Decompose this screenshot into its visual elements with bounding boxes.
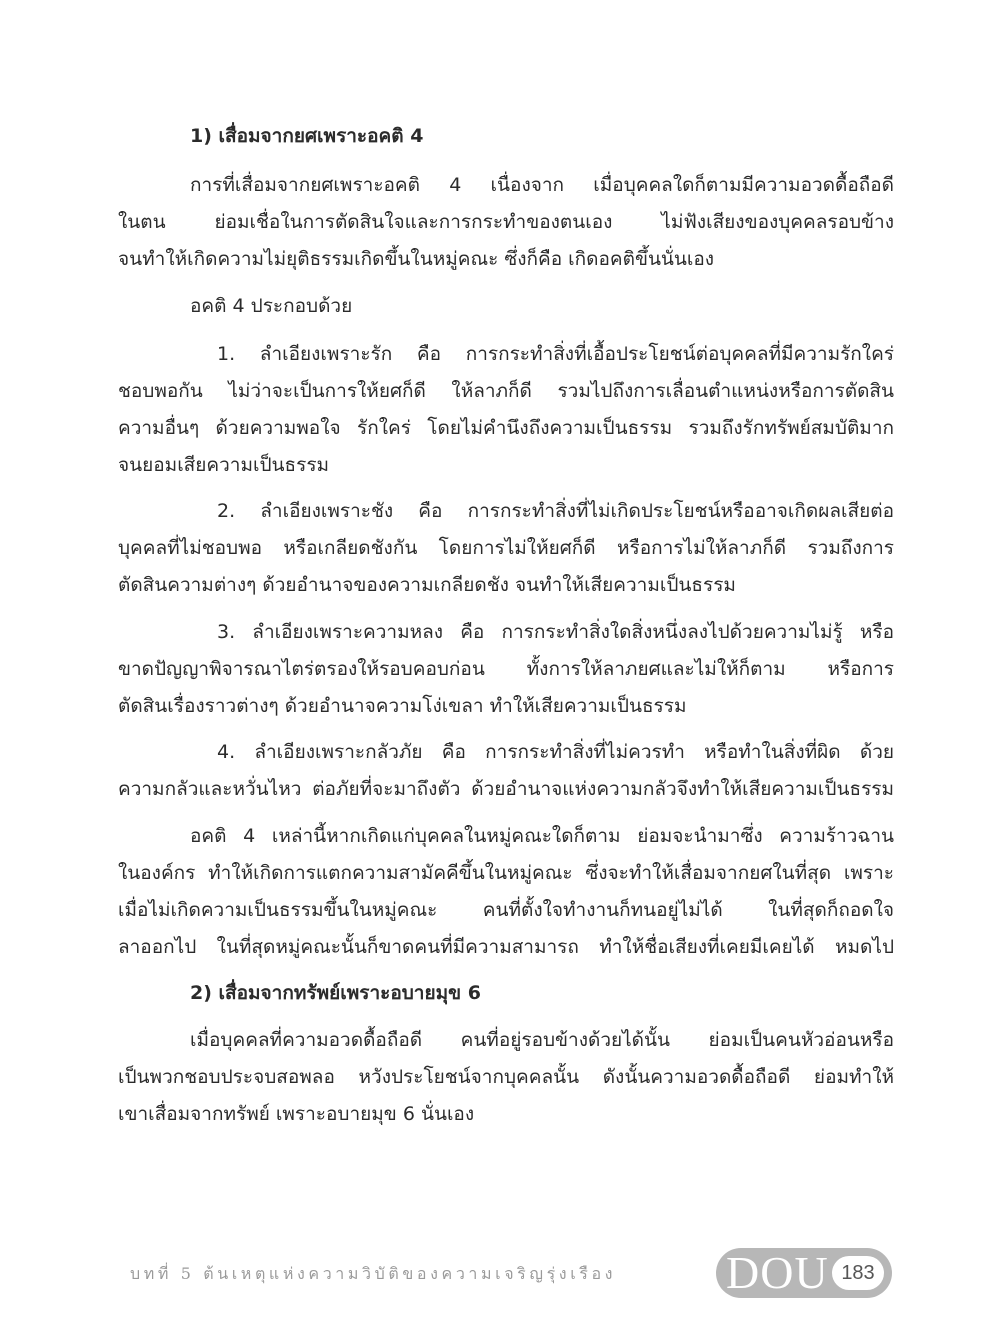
section-1-paragraph-2-line-3: เมื่อไม่เกิดความเป็นธรรมขึ้นในหมู่คณะ คนที่ตั้งใจทำงานก็ทนอยู่ไม่ได้ ในที่สุดก็ถอดใจ bbox=[118, 899, 894, 921]
akati-item-3-line-1: 3. ลำเอียงเพราะความหลง คือ การกระทำสิ่งใดสิ่งหนึ่งลงไปด้วยความไม่รู้ หรือ bbox=[217, 621, 894, 643]
section-2-paragraph-line-1: เมื่อบุคคลที่ความอวดดื้อถือดี คนที่อยู่รอบข้างด้วยได้นั้น ย่อมเป็นคนหัวอ่อนหรือ bbox=[190, 1029, 894, 1051]
page-number: 183 bbox=[832, 1256, 884, 1290]
dou-logo: DOU bbox=[726, 1247, 829, 1298]
akati-item-1-line-3: ความอื่นๆ ด้วยความพอใจ รักใคร่ โดยไม่คำนึงถึงความเป็นธรรม รวมถึงรักทรัพย์สมบัติมาก bbox=[118, 417, 894, 439]
akati-item-1-line-2: ชอบพอกัน ไม่ว่าจะเป็นการให้ยศก็ดี ให้ลาภก็ดี รวมไปถึงการเลื่อนตำแหน่งหรือการตัดสิน bbox=[118, 380, 894, 402]
akati-intro: อคติ 4 ประกอบด้วย bbox=[190, 295, 353, 317]
section-2-heading: 2) เสื่อมจากทรัพย์เพราะอบายมุข 6 bbox=[190, 982, 481, 1004]
section-1-paragraph-2-line-2: ในองค์กร ทำให้เกิดการแตกความสามัคคีขึ้นในหมู่คณะ ซึ่งจะทำให้เสื่อมจากยศในที่สุด เพราะ bbox=[118, 862, 894, 884]
section-1-paragraph-1-line-2: ในตน ย่อมเชื่อในการตัดสินใจและการกระทำของตนเอง ไม่ฟังเสียงของบุคคลรอบข้าง bbox=[118, 211, 894, 233]
section-2-paragraph-line-3: เขาเสื่อมจากทรัพย์ เพราะอบายมุข 6 นั่นเอง bbox=[118, 1103, 475, 1125]
section-1-paragraph-2-line-4: ลาออกไป ในที่สุดหมู่คณะนั้นก็ขาดคนที่มีความสามารถ ทำให้ชื่อเสียงที่เคยมีเคยได้ หมดไป bbox=[118, 936, 894, 958]
footer-chapter-title: บทที่ 5 ต้นเหตุแห่งความวิบัติของความเจริญรุ่งเรือง bbox=[130, 1264, 617, 1283]
akati-item-2-line-3: ตัดสินความต่างๆ ด้วยอำนาจของความเกลียดชัง จนทำให้เสียความเป็นธรรม bbox=[118, 574, 736, 596]
akati-item-2-line-2: บุคคลที่ไม่ชอบพอ หรือเกลียดชังกัน โดยการไม่ให้ยศก็ดี หรือการไม่ให้ลาภก็ดี รวมถึงการ bbox=[118, 537, 894, 559]
section-1-paragraph-1-line-3: จนทำให้เกิดความไม่ยุติธรรมเกิดขึ้นในหมู่คณะ ซึ่งก็คือ เกิดอคติขึ้นนั่นเอง bbox=[118, 248, 715, 270]
akati-item-4-line-2: ความกลัวและหวั่นไหว ต่อภัยที่จะมาถึงตัว ด้วยอำนาจแห่งความกลัวจึงทำให้เสียความเป็นธรรม bbox=[118, 778, 894, 800]
akati-item-3-line-3: ตัดสินเรื่องราวต่างๆ ด้วยอำนาจความโง่เขลา ทำให้เสียความเป็นธรรม bbox=[118, 695, 687, 717]
section-1-paragraph-2-line-1: อคติ 4 เหล่านี้หากเกิดแก่บุคคลในหมู่คณะใดก็ตาม ย่อมจะนำมาซึ่ง ความร้าวฉาน bbox=[190, 825, 894, 847]
akati-item-2-line-1: 2. ลำเอียงเพราะชัง คือ การกระทำสิ่งที่ไม่เกิดประโยชน์หรืออาจเกิดผลเสียต่อ bbox=[217, 500, 894, 522]
akati-item-3-line-2: ขาดปัญญาพิจารณาไตร่ตรองให้รอบคอบก่อน ทั้งการให้ลาภยศและไม่ให้ก็ตาม หรือการ bbox=[118, 658, 894, 680]
section-1-paragraph-1-line-1: การที่เสื่อมจากยศเพราะอคติ 4 เนื่องจาก เมื่อบุคคลใดก็ตามมีความอวดดื้อถือดี bbox=[190, 174, 894, 196]
akati-item-1-line-4: จนยอมเสียความเป็นธรรม bbox=[118, 454, 330, 476]
akati-item-1-line-1: 1. ลำเอียงเพราะรัก คือ การกระทำสิ่งที่เอื้อประโยชน์ต่อบุคคลที่มีความรักใคร่ bbox=[217, 343, 894, 365]
section-2-paragraph-line-2: เป็นพวกชอบประจบสอพลอ หวังประโยชน์จากบุคคลนั้น ดังนั้นความอวดดื้อถือดี ย่อมทำให้ bbox=[118, 1066, 894, 1088]
akati-item-4-line-1: 4. ลำเอียงเพราะกลัวภัย คือ การกระทำสิ่งที่ไม่ควรทำ หรือทำในสิ่งที่ผิด ด้วย bbox=[217, 741, 894, 763]
footer-badge bbox=[716, 1248, 892, 1298]
section-1-heading: 1) เสื่อมจากยศเพราะอคติ 4 bbox=[190, 125, 424, 147]
